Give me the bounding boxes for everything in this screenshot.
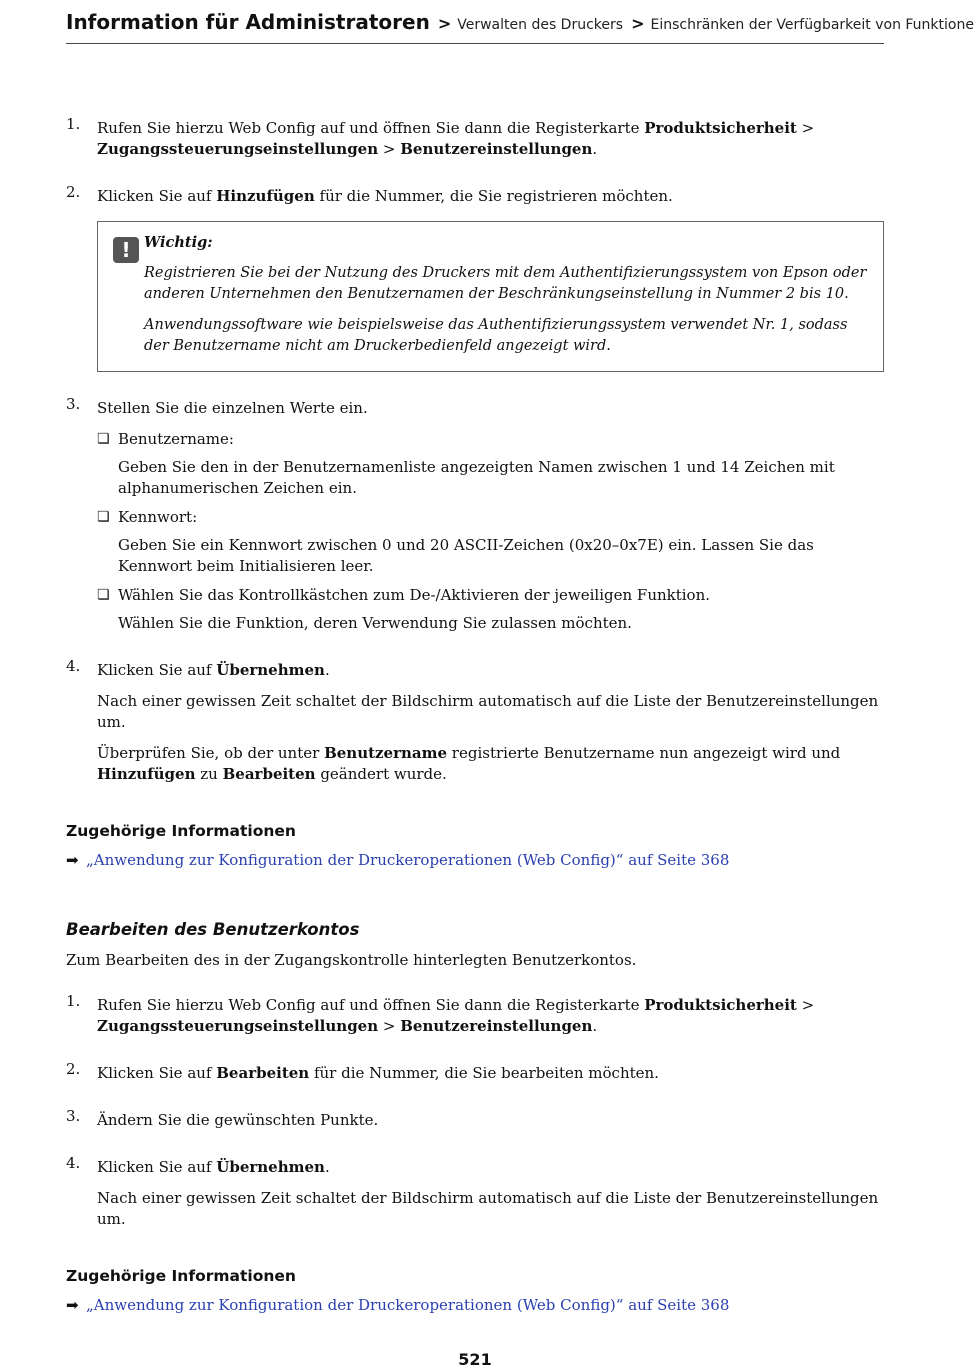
- text: Klicken Sie auf: [97, 661, 217, 679]
- ui-term: Produktsicherheit: [644, 996, 797, 1014]
- text: Klicken Sie auf: [97, 1064, 217, 1082]
- step-paragraph: Nach einer gewissen Zeit schaltet der Bildschirm automatisch auf die Liste der Benutzereinstellungen um.: [97, 1189, 879, 1228]
- step-number: 2.: [66, 183, 81, 201]
- related-info-heading: Zugehörige Informationen: [66, 1267, 296, 1285]
- related-link[interactable]: „Anwendung zur Konfiguration der Druckeroperationen (Web Config)“ auf Seite 368: [86, 1296, 730, 1314]
- related-link-row: [66, 1295, 884, 1316]
- text: >: [378, 140, 401, 158]
- important-icon: !: [113, 237, 139, 263]
- related-info-heading: Zugehörige Informationen: [66, 822, 296, 840]
- ui-term: Hinzufügen: [216, 187, 315, 205]
- list-item-label: Benutzername:: [118, 430, 234, 448]
- ui-term: Produktsicherheit: [644, 119, 797, 137]
- ui-term: Zugangssteuerungseinstellungen: [97, 140, 379, 158]
- checkbox-icon: ❏: [97, 509, 110, 525]
- step-paragraph: Nach einer gewissen Zeit schaltet der Bildschirm automatisch auf die Liste der Benutzereinstellungen um.: [97, 692, 879, 731]
- breadcrumb-separator: >: [437, 14, 452, 33]
- ui-term: Übernehmen: [216, 1158, 325, 1176]
- important-note: [97, 221, 884, 372]
- text: Rufen Sie hierzu Web Config auf und öffnen Sie dann die Registerkarte: [97, 996, 645, 1014]
- step-number: 4.: [66, 1154, 81, 1172]
- step-text: [97, 118, 884, 160]
- list-item: [97, 585, 884, 634]
- breadcrumb-item: Einschränken der Verfügbarkeit von Funktione: [650, 17, 974, 33]
- arrow-right-icon: ➡: [66, 1296, 79, 1314]
- note-paragraph: Registrieren Sie bei der Nutzung des Druckers mit dem Authentifizierungssystem von Epson oder anderen Unternehmen den Benutzernamen der Beschränkungseinstellung in Nummer 2 bis 10.: [144, 265, 867, 302]
- list-item-description: Geben Sie ein Kennwort zwischen 0 und 20 ASCII-Zeichen (0x20–0x7E) ein. Lassen Sie das Kennwort beim Initialisieren leer.: [118, 536, 814, 575]
- note-paragraph: Anwendungssoftware wie beispielsweise das Authentifizierungssystem verwendet Nr. 1, sodass der Benutzername nicht am Druckerbedienfeld angezeigt wird.: [144, 317, 848, 354]
- text: für die Nummer, die Sie bearbeiten möchten.: [309, 1064, 659, 1082]
- ui-term: Übernehmen: [216, 661, 325, 679]
- related-link[interactable]: „Anwendung zur Konfiguration der Druckeroperationen (Web Config)“ auf Seite 368: [86, 851, 730, 869]
- step-number: 1.: [66, 992, 81, 1010]
- step-number: 3.: [66, 1107, 81, 1125]
- list-item: [97, 429, 884, 499]
- text: .: [324, 661, 330, 679]
- checkbox-icon: ❏: [97, 431, 110, 447]
- ui-term: Benutzereinstellungen: [400, 1017, 593, 1035]
- page-number: 521: [458, 1350, 492, 1369]
- list-item-label: Kennwort:: [118, 508, 198, 526]
- text: Überprüfen Sie, ob der unter: [97, 744, 325, 762]
- checkbox-icon: ❏: [97, 587, 110, 603]
- text: Klicken Sie auf: [97, 187, 217, 205]
- step-text: Ändern Sie die gewünschten Punkte.: [97, 1111, 379, 1129]
- step-3: [66, 1107, 884, 1131]
- step-3: [66, 395, 884, 634]
- text: für die Nummer, die Sie registrieren möchten.: [314, 187, 673, 205]
- text: .: [592, 140, 598, 158]
- text: Klicken Sie auf: [97, 1158, 217, 1176]
- list-item-label: Wählen Sie das Kontrollkästchen zum De-/Aktivieren der jeweiligen Funktion.: [118, 586, 711, 604]
- text: Rufen Sie hierzu Web Config auf und öffnen Sie dann die Registerkarte: [97, 119, 645, 137]
- step-number: 4.: [66, 657, 81, 675]
- section-intro: Zum Bearbeiten des in der Zugangskontrolle hinterlegten Benutzerkontos.: [66, 951, 637, 969]
- step-text: [97, 186, 884, 207]
- related-link-row: [66, 850, 884, 871]
- step-text: [97, 660, 884, 681]
- text: zu: [195, 765, 223, 783]
- text: .: [592, 1017, 598, 1035]
- text: .: [324, 1158, 330, 1176]
- header-title: Information für Administratoren: [66, 10, 430, 34]
- step-number: 2.: [66, 1060, 81, 1078]
- breadcrumb-item: Verwalten des Druckers: [457, 17, 624, 33]
- step-text: [97, 995, 884, 1037]
- arrow-right-icon: ➡: [66, 851, 79, 869]
- text: registrierte Benutzername nun angezeigt wird und: [447, 744, 841, 762]
- step-2: [66, 1060, 884, 1084]
- section-heading: Bearbeiten des Benutzerkontos: [66, 920, 360, 939]
- text: >: [378, 1017, 401, 1035]
- list-item-description: Geben Sie den in der Benutzernamenliste angezeigten Namen zwischen 1 und 14 Zeichen mit alphanumerischen Zeichen ein.: [118, 458, 835, 497]
- step-text: [97, 1063, 884, 1084]
- text: geändert wurde.: [315, 765, 447, 783]
- ui-term: Benutzername: [324, 744, 448, 762]
- ui-term: Bearbeiten: [216, 1064, 310, 1082]
- list-item: [97, 507, 884, 577]
- running-header: [66, 10, 974, 44]
- step-1: [66, 115, 884, 160]
- step-1: [66, 992, 884, 1037]
- note-title: Wichtig:: [144, 234, 213, 251]
- list-item-description: Wählen Sie die Funktion, deren Verwendung Sie zulassen möchten.: [118, 614, 632, 632]
- ui-term: Bearbeiten: [222, 765, 316, 783]
- ui-term: Hinzufügen: [97, 765, 196, 783]
- step-2: [66, 183, 884, 372]
- step-paragraph: [97, 743, 884, 785]
- page-content: [66, 115, 884, 1316]
- text: >: [796, 996, 815, 1014]
- step-number: 3.: [66, 395, 81, 413]
- step-4: [66, 1154, 884, 1230]
- step-number: 1.: [66, 115, 81, 133]
- breadcrumb-separator: >: [631, 14, 645, 33]
- step-4: [66, 657, 884, 785]
- step-text: [97, 1157, 884, 1178]
- text: >: [796, 119, 815, 137]
- ui-term: Zugangssteuerungseinstellungen: [97, 1017, 379, 1035]
- step-text: Stellen Sie die einzelnen Werte ein.: [97, 399, 368, 417]
- ui-term: Benutzereinstellungen: [400, 140, 593, 158]
